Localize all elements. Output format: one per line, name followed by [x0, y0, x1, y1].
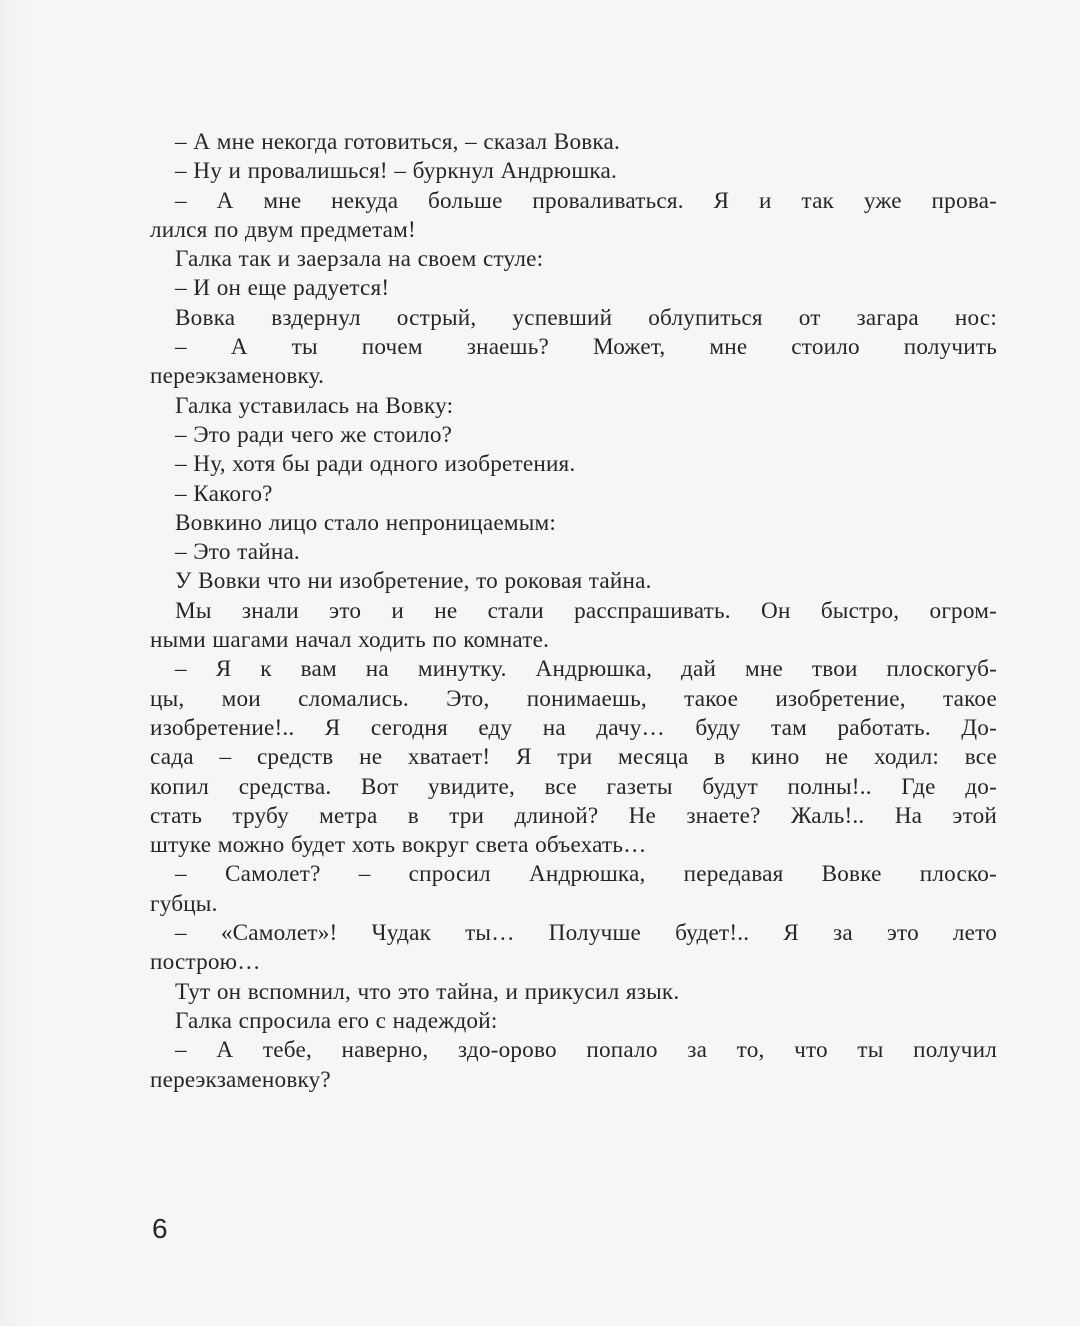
text-line: изобретение!.. Я сегодня еду на дачу… буду там работать. До-	[150, 714, 997, 741]
text-line: – И он еще радуется!	[175, 275, 390, 302]
text-line: Вовкино лицо стало непроницаемым:	[175, 509, 557, 536]
text-line: – Это ради чего же стоило?	[175, 421, 453, 448]
text-line: лился по двум предметам!	[150, 216, 416, 243]
text-line: – Ну, хотя бы ради одного изобретения.	[175, 451, 576, 478]
text-line: построю…	[150, 949, 261, 976]
text-line: – А тебе, наверно, здо-орово попало за то, что ты получил	[175, 1037, 997, 1064]
text-line: – Какого?	[175, 480, 273, 507]
text-line: Галка так и заерзала на своем стуле:	[175, 246, 544, 273]
text-line: Галка спросила его с надеждой:	[175, 1007, 498, 1034]
text-line: Вовка вздернул острый, успевший облупиться от загара нос:	[175, 304, 997, 331]
text-line: – Ну и провалишься! – буркнул Андрюшка.	[175, 158, 617, 185]
text-line: – «Самолет»! Чудак ты… Получше будет!.. Я за это лето	[175, 920, 997, 947]
text-line: переэкзаменовку?	[150, 1066, 331, 1093]
body-text	[150, 128, 997, 1095]
text-line: сада – средств не хватает! Я три месяца в кино не ходил: все	[150, 744, 997, 771]
page-number: 6	[152, 1213, 168, 1244]
text-line: – А мне некогда готовиться, – сказал Вовка.	[175, 129, 621, 155]
text-line: – Я к вам на минутку. Андрюшка, дай мне твои плоскогуб-	[175, 656, 997, 683]
text-line: – А ты почем знаешь? Может, мне стоило получить	[175, 334, 997, 361]
text-line: штуке можно будет хоть вокруг света объехать…	[150, 832, 647, 859]
text-line: У Вовки что ни изобретение, то роковая тайна.	[175, 568, 652, 595]
text-line: цы, мои сломались. Это, понимаешь, такое изобретение, такое	[150, 685, 997, 712]
text-line: переэкзаменовку.	[150, 363, 325, 390]
text-line: Галка уставилась на Вовку:	[175, 392, 454, 419]
text-line: губцы.	[150, 890, 218, 917]
text-line: Тут он вспомнил, что это тайна, и прикусил язык.	[175, 978, 680, 1005]
text-line: стать трубу метра в три длиной? Не знаете? Жаль!.. На этой	[150, 802, 997, 829]
text-line: копил средства. Вот увидите, все газеты будут полны!.. Где до-	[150, 773, 997, 800]
text-line: – Самолет? – спросил Андрюшка, передавая Вовке плоско-	[175, 861, 997, 888]
text-line: Мы знали это и не стали расспрашивать. Он быстро, огром-	[175, 597, 997, 624]
text-line: – А мне некуда больше проваливаться. Я и так уже прова-	[175, 187, 997, 214]
text-line: ными шагами начал ходить по комнате.	[150, 627, 550, 654]
text-line: – Это тайна.	[175, 539, 300, 566]
